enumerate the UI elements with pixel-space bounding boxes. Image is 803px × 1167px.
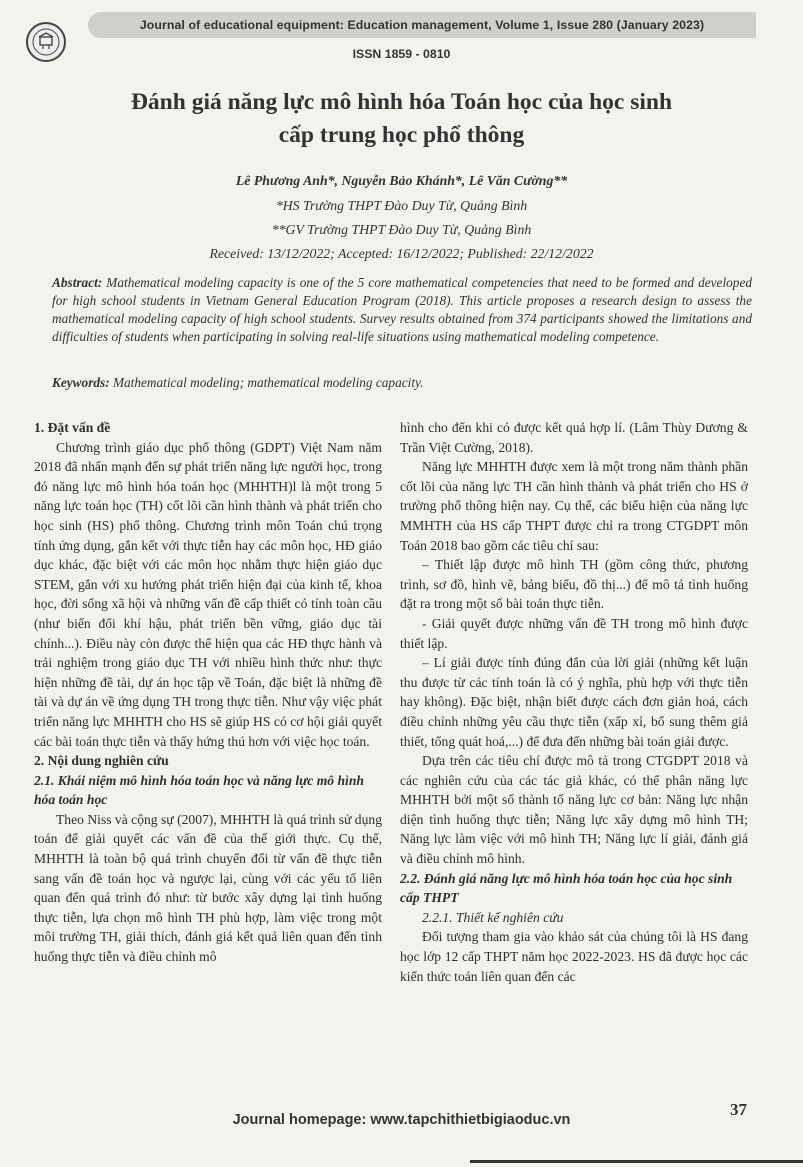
footer-rule (470, 1160, 803, 1163)
paragraph: Năng lực MHHTH được xem là một trong năm thành phần cốt lõi của năng lực TH cần hình thành và phát triển cho HS ở trường phổ thông hiện nay. Cụ thể, các biểu hiện của năng lực MMHTH của HS cấp THPT được chỉ ra trong CTGDPT môn Toán 2018 bao gồm các tiêu chí sau: (400, 459, 748, 553)
journal-homepage-link[interactable]: Journal homepage: www.tapchithietbigiaoduc.vn (232, 1112, 571, 1128)
authors: Lê Phương Anh*, Nguyễn Bảo Khánh*, Lê Văn Cường** (235, 173, 568, 188)
journal-line: Journal of educational equipment: Education management, Volume 1, Issue 280 (January 2023) (139, 18, 705, 32)
left-column (34, 418, 382, 967)
list-item: - Giải quyết được những vấn đề TH trong mô hình được thiết lập. (400, 615, 748, 651)
abstract (52, 274, 752, 346)
abstract-text: Mathematical modeling capacity is one of the 5 core mathematical competencies that need to be formed and developed for high school students in Vietnam General Education Program (2018). This article proposes a research design to assess the mathematical modeling capacity of high school students. Survey results obtained from 374 participants showed the limitations and difficulties of students when participating in solving real-life situations using mathematical modeling competence. (52, 275, 752, 344)
page-number: 37 (730, 1100, 747, 1119)
section-heading-1: 1. Đặt vấn đề (34, 420, 111, 435)
journal-header-bar (88, 12, 756, 38)
paragraph: Theo Niss và cộng sự (2007), MHHTH là quá trình sử dụng toán để giải quyết các vấn đề của thế giới thực. Cụ thể, MHHTH là toàn bộ quá trình chuyển đổi từ vấn đề thực tiễn sang vấn đề toán học và ngược lại, cùng với các yếu tố liên quan đến quá trình đó như: từ bước xây dựng lại tình huống thực tiễn, lựa chọn mô hình TH phù hợp, làm việc trong một môi trường TH, giải thích, đánh giá kết quả liên quan đến tình huống thực tiễn và điều chỉnh mô (34, 811, 382, 965)
paragraph: Dựa trên các tiêu chí được mô tả trong CTGDPT 2018 và các nghiên cứu của các tác giả khác, có thể phân năng lực MHHTH bởi một số thành tố năng lực cơ bản: Năng lực nhận diện tình huống thực tiễn; Năng lực xây dựng mô hình TH; Năng lực làm việc với mô hình TH; Năng lực lí giải, đánh giá và điều chỉnh mô hình. (400, 753, 748, 867)
article-title (40, 86, 763, 152)
list-item: – Thiết lập được mô hình TH (gồm công thức, phương trình, sơ đồ, hình vẽ, bảng biểu, đồ thị...) để mô tả tình huống đặt ra trong một số bài toán thực tiễn. (400, 557, 748, 612)
paragraph: Đối tượng tham gia vào khảo sát của chúng tôi là HS đang học lớp 12 cấp THPT năm học 2022-2023. HS đã được học các kiến thức toán liên quan đến các (400, 929, 748, 984)
paragraph: Chương trình giáo dục phổ thông (GDPT) Việt Nam năm 2018 đã nhấn mạnh đến sự phát triển năng lực người học, trong đó năng lực mô hình hóa toán học (MHHTH)l là một trong 5 năng lực toán học (TH) cốt lõi cần hình thành và phát triển cho học sinh (HS) phổ thông. Chương trình môn Toán chú trọng tính ứng dụng, gắn kết với thực tiễn hay các môn học, HĐ giáo dục khác, đặc biệt với các môn học nhằm thực hiện giáo dục STEM, gắn với xu hướng phát triển hiện đại của kinh tế, khoa học, đời sống xã hội và những vấn đề cấp thiết có tính toàn cầu (như biến đổi khí hậu, phát triển bền vững, giáo dục tài chính...). Điều này còn được thể hiện qua các HĐ thực hành và trải nghiệm trong giáo dục TH với nhiều hình thức như: thực hiện những đề tài, dự án học tập về Toán, đặc biệt là những đề tài và dự án về ứng dụng TH trong thực tiễn. Như vậy việc phát triển năng lực MHHTH cho HS sẽ giúp HS có cơ hội giải quyết các bài toán thực tiễn và thấy hứng thú hơn với việc học toán. (34, 439, 382, 749)
subsubsection-heading-2-2-1: 2.2.1. Thiết kế nghiên cứu (422, 909, 564, 925)
subsection-heading-2-2: 2.2. Đánh giá năng lực mô hình hóa toán học của học sinh cấp THPT (400, 870, 733, 906)
affiliation-2: **GV Trường THPT Đào Duy Từ, Quảng Bình (271, 222, 532, 237)
keywords-text: Mathematical modeling; mathematical modeling capacity. (109, 375, 424, 390)
list-item: – Lí giải được tính đúng đắn của lời giải (những kết luận thu được từ các tính toán là có ý nghĩa, phù hợp với thực tiễn hay không). Đặc biệt, nhận biết được cách đơn giản hoá, cách điều chỉnh những yêu cầu thực tiễn (xấp xỉ, bổ sung thêm giả thiết, tổng quát hoá,...) để đưa đến những bài toán giải được. (400, 655, 748, 749)
abstract-label: Abstract: (52, 275, 103, 290)
keywords (52, 375, 752, 391)
title-line-2: cấp trung học phổ thông (278, 122, 525, 148)
affiliation-1: *HS Trường THPT Đào Duy Từ, Quảng Bình (275, 198, 528, 213)
section-heading-2: 2. Nội dung nghiên cứu (34, 753, 169, 769)
subsection-heading-2-1: 2.1. Khái niệm mô hình hóa toán học và năng lực mô hình hóa toán học (34, 772, 364, 808)
title-line-1: Đánh giá năng lực mô hình hóa Toán học của học sinh (130, 89, 673, 115)
paragraph: hình cho đến khi có được kết quả hợp lí. (Lâm Thùy Dương & Trần Việt Cường, 2018). (400, 420, 748, 455)
issn: ISSN 1859 - 0810 (352, 47, 451, 61)
right-column (400, 418, 748, 986)
keywords-label: Keywords: (52, 375, 110, 390)
publication-dates: Received: 13/12/2022; Accepted: 16/12/2022; Published: 22/12/2022 (209, 246, 594, 261)
